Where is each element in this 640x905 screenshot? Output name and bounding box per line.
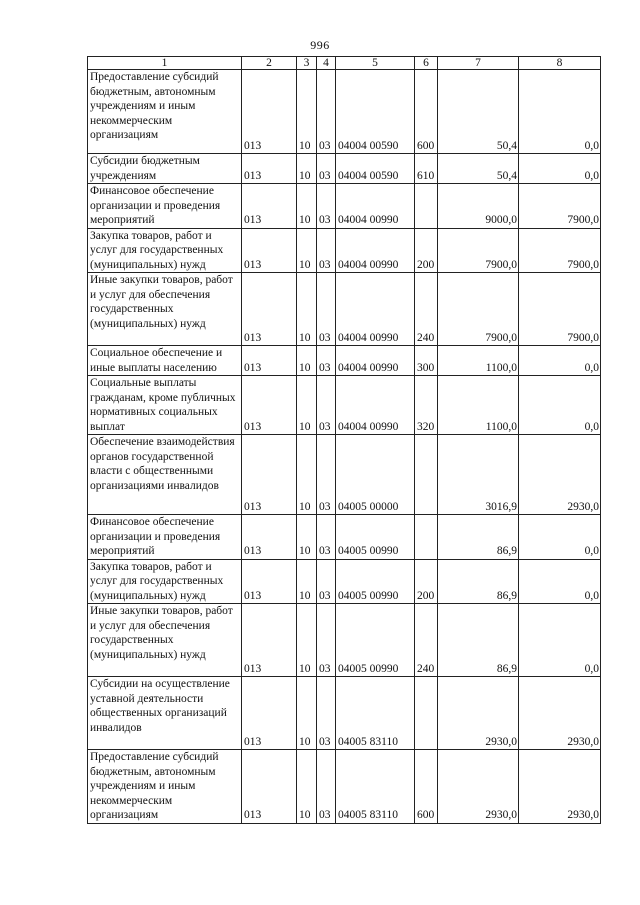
row-vr: 240 bbox=[415, 604, 438, 677]
row-csr: 04005 00000 bbox=[336, 435, 415, 515]
row-rz: 10 bbox=[297, 273, 317, 346]
row-name: Субсидии на осуществление уставной деятельности общественных организаций инвалидов bbox=[88, 677, 242, 750]
row-vr bbox=[415, 435, 438, 515]
row-rz: 10 bbox=[297, 70, 317, 154]
row-csr: 04004 00590 bbox=[336, 154, 415, 184]
table-row bbox=[88, 154, 601, 184]
row-ved: 013 bbox=[242, 604, 297, 677]
row-rz: 10 bbox=[297, 154, 317, 184]
row-pr: 03 bbox=[317, 750, 336, 824]
row-sum-year2: 0,0 bbox=[519, 154, 601, 184]
row-vr bbox=[415, 515, 438, 560]
header-col-8: 8 bbox=[519, 57, 601, 70]
row-ved: 013 bbox=[242, 677, 297, 750]
row-name: Обеспечение взаимодействия органов государственной власти с общественными организациями инвалидов bbox=[88, 435, 242, 515]
row-sum-year1: 2930,0 bbox=[438, 750, 519, 824]
row-pr: 03 bbox=[317, 273, 336, 346]
row-vr: 610 bbox=[415, 154, 438, 184]
row-name: Иные закупки товаров, работ и услуг для обеспечения государственных (муниципальных) нужд bbox=[88, 273, 242, 346]
row-name: Финансовое обеспечение организации и проведения мероприятий bbox=[88, 515, 242, 560]
row-ved: 013 bbox=[242, 228, 297, 273]
header-col-3: 3 bbox=[297, 57, 317, 70]
row-pr: 03 bbox=[317, 677, 336, 750]
row-pr: 03 bbox=[317, 346, 336, 376]
row-sum-year2: 7900,0 bbox=[519, 273, 601, 346]
table-row bbox=[88, 346, 601, 376]
row-pr: 03 bbox=[317, 184, 336, 229]
row-name: Субсидии бюджетным учреждениям bbox=[88, 154, 242, 184]
row-csr: 04005 00990 bbox=[336, 604, 415, 677]
row-csr: 04004 00590 bbox=[336, 70, 415, 154]
row-name: Иные закупки товаров, работ и услуг для обеспечения государственных (муниципальных) нужд bbox=[88, 604, 242, 677]
row-sum-year2: 7900,0 bbox=[519, 184, 601, 229]
row-pr: 03 bbox=[317, 228, 336, 273]
row-sum-year1: 50,4 bbox=[438, 70, 519, 154]
row-rz: 10 bbox=[297, 376, 317, 435]
row-ved: 013 bbox=[242, 376, 297, 435]
row-sum-year1: 50,4 bbox=[438, 154, 519, 184]
row-name: Предоставление субсидий бюджетным, автономным учреждениям и иным некоммерческим организациям bbox=[88, 750, 242, 824]
row-csr: 04005 00990 bbox=[336, 515, 415, 560]
row-vr: 240 bbox=[415, 273, 438, 346]
table-row bbox=[88, 515, 601, 560]
row-sum-year1: 3016,9 bbox=[438, 435, 519, 515]
row-ved: 013 bbox=[242, 435, 297, 515]
header-col-2: 2 bbox=[242, 57, 297, 70]
header-col-1: 1 bbox=[88, 57, 242, 70]
row-sum-year2: 0,0 bbox=[519, 559, 601, 604]
row-sum-year1: 7900,0 bbox=[438, 228, 519, 273]
row-sum-year2: 2930,0 bbox=[519, 677, 601, 750]
row-pr: 03 bbox=[317, 515, 336, 560]
page-number: 996 bbox=[310, 38, 330, 52]
row-rz: 10 bbox=[297, 559, 317, 604]
row-rz: 10 bbox=[297, 228, 317, 273]
row-sum-year1: 9000,0 bbox=[438, 184, 519, 229]
row-vr: 600 bbox=[415, 750, 438, 824]
row-ved: 013 bbox=[242, 750, 297, 824]
row-sum-year2: 2930,0 bbox=[519, 435, 601, 515]
row-name: Финансовое обеспечение организации и проведения мероприятий bbox=[88, 184, 242, 229]
table-row bbox=[88, 376, 601, 435]
row-sum-year1: 86,9 bbox=[438, 515, 519, 560]
row-sum-year1: 7900,0 bbox=[438, 273, 519, 346]
row-sum-year1: 86,9 bbox=[438, 559, 519, 604]
row-name: Социальные выплаты гражданам, кроме публичных нормативных социальных выплат bbox=[88, 376, 242, 435]
header-col-7: 7 bbox=[438, 57, 519, 70]
header-col-5: 5 bbox=[336, 57, 415, 70]
row-rz: 10 bbox=[297, 604, 317, 677]
row-ved: 013 bbox=[242, 515, 297, 560]
header-col-6: 6 bbox=[415, 57, 438, 70]
row-name: Предоставление субсидий бюджетным, автономным учреждениям и иным некоммерческим организациям bbox=[88, 70, 242, 154]
row-csr: 04005 00990 bbox=[336, 559, 415, 604]
table-row bbox=[88, 435, 601, 515]
table-row bbox=[88, 228, 601, 273]
row-pr: 03 bbox=[317, 70, 336, 154]
row-name: Закупка товаров, работ и услуг для государственных (муниципальных) нужд bbox=[88, 228, 242, 273]
row-sum-year2: 0,0 bbox=[519, 376, 601, 435]
row-pr: 03 bbox=[317, 154, 336, 184]
row-sum-year1: 1100,0 bbox=[438, 346, 519, 376]
row-vr bbox=[415, 677, 438, 750]
row-pr: 03 bbox=[317, 604, 336, 677]
row-ved: 013 bbox=[242, 154, 297, 184]
row-rz: 10 bbox=[297, 346, 317, 376]
row-csr: 04004 00990 bbox=[336, 184, 415, 229]
row-pr: 03 bbox=[317, 435, 336, 515]
row-sum-year1: 86,9 bbox=[438, 604, 519, 677]
row-rz: 10 bbox=[297, 515, 317, 560]
row-csr: 04004 00990 bbox=[336, 273, 415, 346]
row-sum-year2: 7900,0 bbox=[519, 228, 601, 273]
table-row bbox=[88, 559, 601, 604]
header-row bbox=[88, 57, 601, 70]
row-rz: 10 bbox=[297, 184, 317, 229]
row-vr: 320 bbox=[415, 376, 438, 435]
row-sum-year2: 0,0 bbox=[519, 70, 601, 154]
row-sum-year2: 0,0 bbox=[519, 346, 601, 376]
row-ved: 013 bbox=[242, 346, 297, 376]
row-csr: 04005 83110 bbox=[336, 677, 415, 750]
row-csr: 04004 00990 bbox=[336, 346, 415, 376]
row-sum-year1: 1100,0 bbox=[438, 376, 519, 435]
row-sum-year2: 0,0 bbox=[519, 604, 601, 677]
row-csr: 04004 00990 bbox=[336, 376, 415, 435]
row-vr: 200 bbox=[415, 228, 438, 273]
row-ved: 013 bbox=[242, 559, 297, 604]
row-csr: 04005 83110 bbox=[336, 750, 415, 824]
row-sum-year2: 2930,0 bbox=[519, 750, 601, 824]
row-pr: 03 bbox=[317, 559, 336, 604]
table-row bbox=[88, 677, 601, 750]
budget-table bbox=[87, 56, 601, 824]
row-sum-year1: 2930,0 bbox=[438, 677, 519, 750]
table-row bbox=[88, 604, 601, 677]
table-row bbox=[88, 70, 601, 154]
header-col-4: 4 bbox=[317, 57, 336, 70]
row-ved: 013 bbox=[242, 184, 297, 229]
row-rz: 10 bbox=[297, 435, 317, 515]
table-row bbox=[88, 273, 601, 346]
table-row bbox=[88, 184, 601, 229]
row-ved: 013 bbox=[242, 273, 297, 346]
row-name: Закупка товаров, работ и услуг для государственных (муниципальных) нужд bbox=[88, 559, 242, 604]
row-vr: 200 bbox=[415, 559, 438, 604]
row-name: Социальное обеспечение и иные выплаты населению bbox=[88, 346, 242, 376]
row-pr: 03 bbox=[317, 376, 336, 435]
row-csr: 04004 00990 bbox=[336, 228, 415, 273]
row-vr: 600 bbox=[415, 70, 438, 154]
row-vr bbox=[415, 184, 438, 229]
row-vr: 300 bbox=[415, 346, 438, 376]
table-row bbox=[88, 750, 601, 824]
row-rz: 10 bbox=[297, 677, 317, 750]
row-ved: 013 bbox=[242, 70, 297, 154]
row-rz: 10 bbox=[297, 750, 317, 824]
row-sum-year2: 0,0 bbox=[519, 515, 601, 560]
